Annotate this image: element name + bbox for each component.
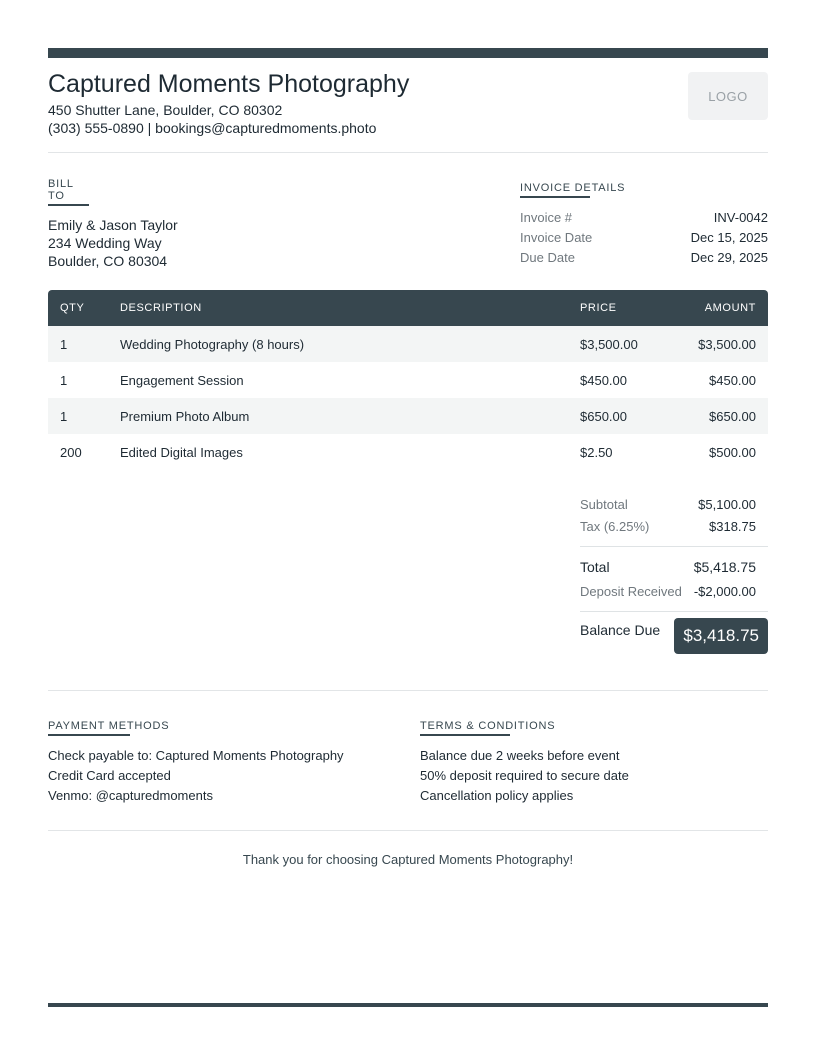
company-address: 450 Shutter Lane, Boulder, CO 80302 <box>48 102 283 118</box>
invoice-details-label <box>520 182 625 198</box>
row-description: Wedding Photography (8 hours) <box>120 336 305 352</box>
due-date: Dec 29, 2025 <box>690 250 768 265</box>
header-description: DESCRIPTION <box>120 302 202 314</box>
footer-divider <box>48 830 768 831</box>
invoice-date-row <box>520 228 768 248</box>
table-row <box>48 362 768 398</box>
company-contact: (303) 555-0890 | bookings@capturedmoments.photo <box>48 120 377 136</box>
subtotal-label: Subtotal <box>580 497 628 512</box>
balance-due-label: Balance Due <box>580 622 661 638</box>
terms-section <box>420 716 768 806</box>
due-date-row <box>520 248 768 268</box>
detail-key: Invoice Date <box>520 230 593 245</box>
client-city: Boulder, CO 80304 <box>48 253 168 269</box>
bill-to-underline <box>48 204 89 206</box>
invoice-details-label-text: INVOICE DETAILS <box>520 182 626 194</box>
terms-line: Cancellation policy applies <box>420 788 574 803</box>
terms-label <box>420 720 555 736</box>
terms-underline <box>420 734 510 736</box>
detail-key: Due Date <box>520 250 575 265</box>
row-description: Engagement Session <box>120 372 244 388</box>
deposit-label: Deposit Received <box>580 584 682 599</box>
totals-section <box>580 494 768 654</box>
invoice-number-row <box>520 208 768 228</box>
client-name: Emily & Jason Taylor <box>48 217 178 233</box>
row-amount: $500.00 <box>709 444 756 460</box>
bill-to-section <box>48 178 178 270</box>
top-accent-bar <box>48 48 768 58</box>
payment-line: Venmo: @capturedmoments <box>48 788 213 803</box>
row-qty: 1 <box>60 336 68 352</box>
invoice-details-underline <box>520 196 590 198</box>
invoice-date: Dec 15, 2025 <box>690 230 768 245</box>
totals-divider <box>580 546 768 547</box>
company-name: Captured Moments Photography <box>48 70 410 98</box>
table-row <box>48 434 768 470</box>
row-amount: $3,500.00 <box>698 336 756 352</box>
invoice-number: INV-0042 <box>713 210 768 225</box>
bill-to-label <box>48 178 89 206</box>
row-price: $650.00 <box>580 408 627 424</box>
tax-value: $318.75 <box>709 519 756 534</box>
total-row <box>580 553 768 581</box>
total-label: Total <box>580 559 610 575</box>
row-qty: 200 <box>60 444 82 460</box>
bottom-accent-bar <box>48 1003 768 1007</box>
section-divider <box>48 690 768 691</box>
subtotal-value: $5,100.00 <box>698 497 756 512</box>
table-row <box>48 326 768 362</box>
totals-divider <box>580 611 768 612</box>
terms-line: Balance due 2 weeks before event <box>420 748 620 763</box>
header-price: PRICE <box>580 302 617 314</box>
company-header <box>48 70 768 137</box>
logo-placeholder: LOGO <box>688 72 768 120</box>
balance-due-row <box>580 618 768 654</box>
tax-row <box>580 516 768 538</box>
row-price: $2.50 <box>580 444 613 460</box>
balance-due-value: $3,418.75 <box>674 618 768 654</box>
client-street: 234 Wedding Way <box>48 235 162 251</box>
payment-line: Credit Card accepted <box>48 768 171 783</box>
row-amount: $650.00 <box>709 408 756 424</box>
subtotal-row <box>580 494 768 516</box>
payment-methods-underline <box>48 734 130 736</box>
row-description: Edited Digital Images <box>120 444 243 460</box>
tax-label: Tax (6.25%) <box>580 519 650 534</box>
payment-methods-label <box>48 720 169 736</box>
invoice-details-section <box>520 178 768 268</box>
payment-methods-label-text: PAYMENT METHODS <box>48 720 170 732</box>
header-amount: AMOUNT <box>704 302 756 314</box>
row-qty: 1 <box>60 372 68 388</box>
row-price: $450.00 <box>580 372 627 388</box>
terms-line: 50% deposit required to secure date <box>420 768 629 783</box>
row-price: $3,500.00 <box>580 336 638 352</box>
total-value: $5,418.75 <box>693 559 756 575</box>
detail-key: Invoice # <box>520 210 573 225</box>
table-header <box>48 290 768 326</box>
header-divider <box>48 152 768 153</box>
row-amount: $450.00 <box>709 372 756 388</box>
header-qty: QTY <box>60 302 85 314</box>
table-row <box>48 398 768 434</box>
terms-label-text: TERMS & CONDITIONS <box>420 720 556 732</box>
row-qty: 1 <box>60 408 68 424</box>
deposit-value: -$2,000.00 <box>693 584 756 599</box>
row-description: Premium Photo Album <box>120 408 250 424</box>
payment-methods-section <box>48 716 408 806</box>
payment-line: Check payable to: Captured Moments Photography <box>48 748 344 763</box>
bill-to-label-text: BILL TO <box>48 178 74 202</box>
line-items-table <box>48 290 768 470</box>
deposit-row <box>580 581 768 603</box>
thank-you-note: Thank you for choosing Captured Moments Photography! <box>242 852 574 867</box>
